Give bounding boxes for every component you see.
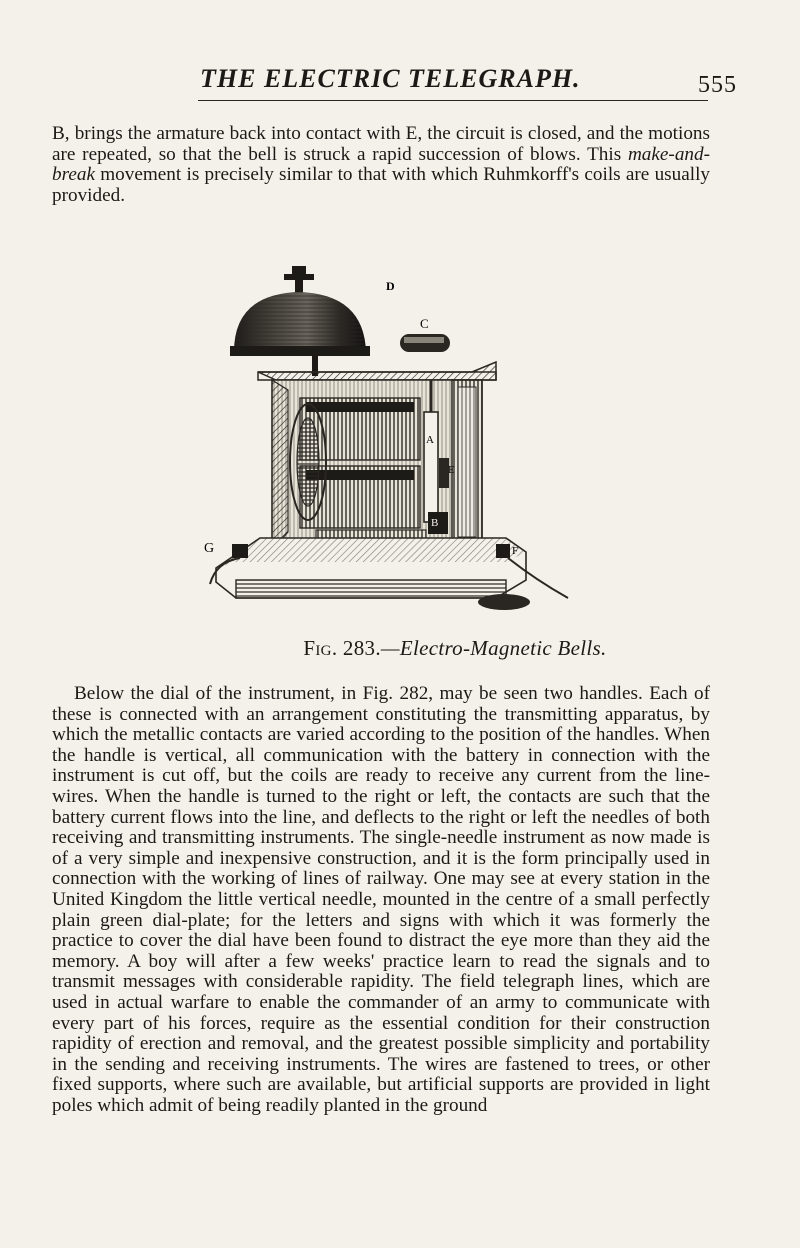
paragraph-continuation: [52, 124, 710, 206]
paragraph-tail-text: movement is precisely similar to that with which Ruhmkorff's coils are usually provided.: [52, 164, 710, 206]
figure-letter-b: B: [431, 517, 439, 529]
paragraph-body: Below the dial of the instrument, in Fig. 282, may be seen two handles. Each of these is connected with an arrangement constituting the transmitting apparatus, by which the metallic contacts are varied according to the position of the handles. When the handle is vertical, all communication with the battery in connection with the instrument is cut off, but the coils are ready to receive any current from the line-wires. When the handle is turned to the right or left, the contacts are such that the battery current flows into the line, and deflects to the right or left the needles of both receiving and transmitting instruments. The single-needle instrument as now made is of a very simple and inexpensive construction, and it is the form principally used in connection with the working of lines of railway. One may see at every station in the United Kingdom the little vertical needle, mounted in the centre of a small perfectly plain green dial-plate; for the letters and signs with which it was formerly the practice to cover the dial have been found to distract the eye more than they aid the memory. A boy will after a few weeks' practice learn to read the signals and to transmit messages with considerable rapidity. The field telegraph lines, which are used in actual warfare to enable the commander of an army to communicate with every part of his forces, require as the essential condition for their construction rapidity of erection and removal, and the greatest possible simplicity and portability in the sending and receiving instruments. The wires are fastened to trees, or other fixed supports, where such are available, but artificial supports are provided in light poles which admit of being readily planted in the ground: [52, 683, 710, 1116]
header-rule: [198, 100, 708, 101]
figure-letter-c: C: [420, 316, 429, 331]
figure-letter-f: F: [512, 545, 519, 557]
paragraph-lead-text: B, brings the armature back into contact with E, the circuit is closed, and the motions are repeated, so that the bell is struck a rapid succession of blows. This: [52, 123, 710, 165]
figure-caption: [200, 636, 710, 661]
figure-label: Fig. 283.: [303, 636, 381, 660]
figure-letter-a: A: [426, 434, 434, 446]
figure-letter-e: E: [448, 464, 455, 476]
figure-electro-magnetic-bell: [196, 262, 576, 622]
figure-letter-d: D: [386, 279, 395, 293]
emphasis-make-and-break: make-and-break: [52, 143, 710, 186]
page-number: 555: [698, 72, 737, 98]
figure-title: —Electro-Magnetic Bells.: [380, 636, 607, 660]
figure-letter-g: G: [204, 541, 215, 556]
engraving-electro-magnetic-bell-icon: [196, 262, 576, 622]
running-head: THE ELECTRIC TELEGRAPH.: [200, 64, 581, 93]
